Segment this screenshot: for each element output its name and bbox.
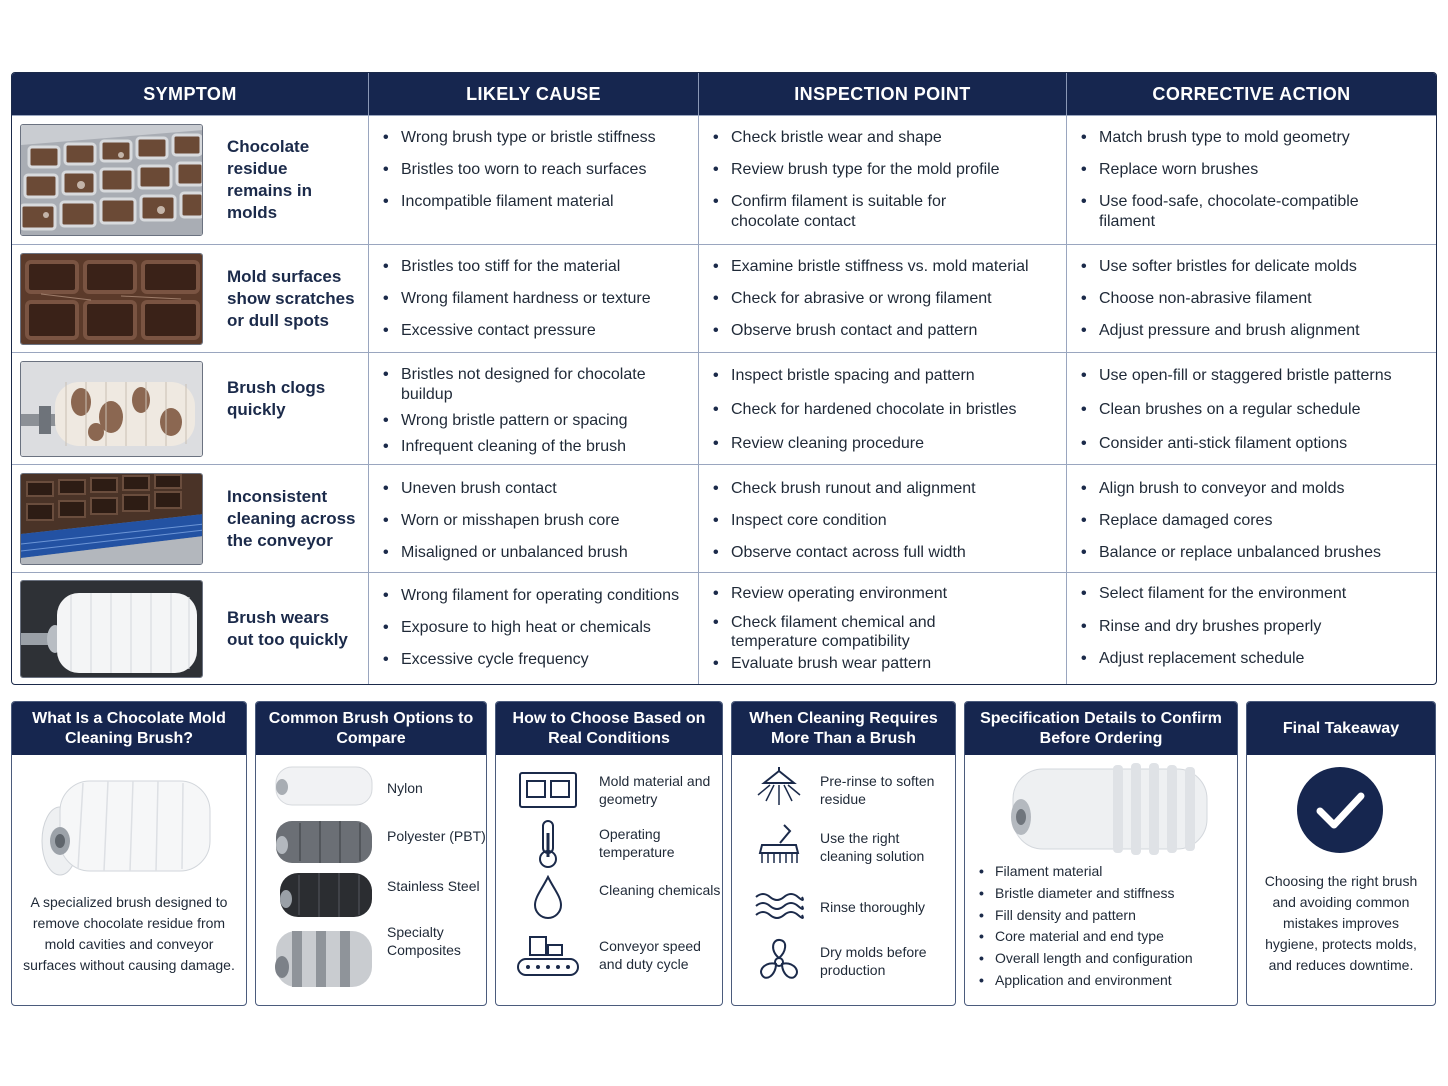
list-item: • Wrong bristle pattern or spacing: [383, 411, 692, 431]
list-item: • Incompatible filament material: [383, 192, 692, 212]
list-item: • Core material and end type: [979, 926, 1193, 948]
droplet-icon: [532, 875, 564, 921]
scrub-brush-icon: [754, 823, 804, 867]
step-label: Rinse thoroughly: [820, 899, 926, 915]
list-item: • Bristles not designed for chocolate buildup: [383, 365, 673, 405]
fan-icon: [754, 937, 804, 987]
step-label: Dry molds before production: [820, 944, 927, 978]
list-item: • Check filament chemical and temperature compatibility: [713, 613, 953, 651]
step-label: Use the right cleaning solution: [820, 830, 925, 864]
inspection-list: [699, 353, 1066, 454]
symptom-cell: [12, 353, 369, 464]
panel-final-takeaway: [1246, 701, 1436, 1006]
action-cell: [1067, 116, 1436, 244]
inspection-list: [699, 465, 1066, 563]
thermometer-icon: [536, 819, 560, 869]
list-item: • Select filament for the environment: [1081, 584, 1430, 604]
panel-title: Final Takeaway: [1247, 702, 1435, 755]
inspection-list: [699, 573, 1066, 674]
spec-brush-icon: [1003, 757, 1213, 861]
list-item: • Wrong filament for operating conditions: [383, 586, 692, 606]
list-item: • Wrong filament hardness or texture: [383, 289, 692, 309]
inspection-cell: [699, 465, 1067, 572]
scratched-mold-photo: [20, 253, 203, 345]
list-item: • Bristles too worn to reach surfaces: [383, 160, 692, 180]
white-brush-photo: [20, 580, 203, 678]
action-list: [1067, 116, 1436, 232]
cause-cell: [369, 353, 699, 464]
checkmark-icon: [1296, 766, 1384, 854]
action-list: [1067, 573, 1436, 669]
symptom-text: Mold surfaces show scratches or dull spots: [227, 266, 355, 330]
symptom-text: Inconsistent cleaning across the conveyor: [227, 486, 356, 550]
list-item: • Inspect core condition: [713, 511, 1060, 531]
cause-list: [369, 465, 698, 563]
list-item: • Review cleaning procedure: [713, 434, 1060, 454]
list-item: • Check bristle wear and shape: [713, 128, 1060, 148]
table-row: [12, 352, 1436, 464]
list-item: • Fill density and pattern: [979, 905, 1193, 927]
cause-list: [369, 353, 698, 457]
symptom-text: Brush wears out too quickly: [227, 608, 348, 649]
criteria-label: Conveyor speed and duty cycle: [599, 938, 701, 972]
list-item: • Excessive contact pressure: [383, 321, 692, 341]
spec-list: [979, 861, 1193, 992]
action-list: [1067, 245, 1436, 341]
cause-list: [369, 245, 698, 341]
list-item: • Review brush type for the mold profile: [713, 160, 1060, 180]
symptom-text: Chocolate residue remains in molds: [227, 137, 313, 222]
panel-how-to-choose: [495, 701, 723, 1006]
nylon-brush-icon: [270, 761, 376, 809]
list-item: • Excessive cycle frequency: [383, 650, 692, 670]
list-item: • Uneven brush contact: [383, 479, 692, 499]
criteria-label: Cleaning chemicals: [599, 882, 721, 898]
panel-title: Common Brush Options to Compare: [256, 702, 486, 755]
list-item: • Replace worn brushes: [1081, 160, 1430, 180]
cause-cell: [369, 116, 699, 244]
list-item: • Use open-fill or staggered bristle patterns: [1081, 366, 1430, 386]
inspection-cell: [699, 245, 1067, 352]
polyester-brush-icon: [270, 815, 376, 869]
brush-roll-icon: [38, 763, 228, 883]
list-item: • Filament material: [979, 861, 1193, 883]
list-item: • Application and environment: [979, 970, 1193, 992]
list-item: • Balance or replace unbalanced brushes: [1081, 543, 1430, 563]
panel-body: [732, 755, 955, 1006]
panel-title: How to Choose Based on Real Conditions: [496, 702, 722, 755]
table-row: [12, 115, 1436, 244]
panel-what-is: [11, 701, 247, 1006]
inspection-list: [699, 245, 1066, 341]
symptom-text: Brush clogs quickly: [227, 377, 326, 419]
action-cell: [1067, 573, 1436, 685]
action-cell: [1067, 353, 1436, 464]
list-item: • Clean brushes on a regular schedule: [1081, 400, 1430, 420]
panel-specifications: [964, 701, 1238, 1006]
list-item: • Worn or misshapen brush core: [383, 511, 692, 531]
symptom-cell: [12, 116, 369, 244]
composite-brush-icon: [270, 921, 376, 999]
symptom-cell: [12, 245, 369, 352]
list-item: • Confirm filament is suitable for chocolate contact: [713, 192, 953, 232]
option-label: Nylon: [387, 780, 423, 796]
panel-body: [965, 755, 1237, 1006]
inspection-cell: [699, 573, 1067, 685]
panel-body: [256, 755, 486, 1006]
cause-cell: [369, 573, 699, 685]
panel-body: [496, 755, 722, 1006]
action-cell: [1067, 245, 1436, 352]
list-item: • Match brush type to mold geometry: [1081, 128, 1430, 148]
panel-more-than-brush: [731, 701, 956, 1006]
symptom-cell: [12, 573, 369, 685]
list-item: • Rinse and dry brushes properly: [1081, 617, 1430, 637]
list-item: • Wrong brush type or bristle stiffness: [383, 128, 692, 148]
list-item: • Check brush runout and alignment: [713, 479, 1060, 499]
list-item: • Consider anti-stick filament options: [1081, 434, 1430, 454]
list-item: • Bristles too stiff for the material: [383, 257, 692, 277]
panel-description: Choosing the right brush and avoiding common mistakes improves hygiene, protects molds, and reduces downtime.: [1264, 873, 1418, 973]
chocolate-mold-photo: [20, 124, 203, 236]
list-item: • Inspect bristle spacing and pattern: [713, 366, 1060, 386]
panel-body: [12, 755, 246, 1006]
conveyor-photo: [20, 473, 203, 565]
list-item: • Check for abrasive or wrong filament: [713, 289, 1060, 309]
table-row: [12, 244, 1436, 352]
list-item: • Adjust pressure and brush alignment: [1081, 321, 1430, 341]
panel-brush-options: [255, 701, 487, 1006]
option-label: Stainless Steel: [387, 878, 480, 894]
list-item: • Adjust replacement schedule: [1081, 649, 1430, 669]
inspection-cell: [699, 116, 1067, 244]
list-item: • Infrequent cleaning of the brush: [383, 437, 692, 457]
list-item: • Overall length and configuration: [979, 948, 1193, 970]
option-label: Polyester (PBT): [387, 828, 486, 844]
cause-cell: [369, 245, 699, 352]
list-item: • Replace damaged cores: [1081, 511, 1430, 531]
list-item: • Exposure to high heat or chemicals: [383, 618, 692, 638]
criteria-label: Operating temperature: [599, 826, 675, 860]
header-symptom: SYMPTOM: [12, 73, 369, 115]
conveyor-icon: [516, 933, 580, 981]
water-waves-icon: [754, 891, 804, 921]
header-likely-cause: LIKELY CAUSE: [369, 73, 699, 115]
panel-description: A specialized brush designed to remove chocolate residue from mold cavities and conveyor surfaces without causing damage.: [23, 894, 235, 973]
spray-nozzle-icon: [754, 767, 804, 811]
panel-title: What Is a Chocolate Mold Cleaning Brush?: [12, 702, 246, 755]
cause-cell: [369, 465, 699, 572]
option-label: Specialty Composites: [387, 924, 461, 958]
clogged-brush-photo: [20, 361, 203, 457]
list-item: • Use softer bristles for delicate molds: [1081, 257, 1430, 277]
header-inspection-point: INSPECTION POINT: [699, 73, 1067, 115]
list-item: • Misaligned or unbalanced brush: [383, 543, 692, 563]
list-item: • Use food-safe, chocolate-compatible filament: [1081, 192, 1381, 232]
step-label: Pre-rinse to soften residue: [820, 773, 935, 807]
troubleshooting-table: [11, 72, 1437, 685]
header-corrective-action: CORRECTIVE ACTION: [1152, 83, 1351, 104]
action-list: [1067, 465, 1436, 563]
list-item: • Align brush to conveyor and molds: [1081, 479, 1430, 499]
inspection-list: [699, 116, 1066, 232]
list-item: • Evaluate brush wear pattern: [713, 654, 1060, 674]
symptom-cell: [12, 465, 369, 572]
criteria-label: Mold material and geometry: [599, 773, 711, 807]
list-item: • Review operating environment: [713, 584, 1060, 604]
list-item: • Examine bristle stiffness vs. mold material: [713, 257, 1060, 277]
list-item: • Check for hardened chocolate in bristles: [713, 400, 1060, 420]
list-item: • Choose non-abrasive filament: [1081, 289, 1430, 309]
panel-title: When Cleaning Requires More Than a Brush: [732, 702, 955, 755]
table-row: [12, 464, 1436, 572]
panel-body: [1247, 755, 1435, 1006]
inspection-cell: [699, 353, 1067, 464]
stainless-steel-brush-icon: [274, 867, 376, 925]
list-item: • Observe contact across full width: [713, 543, 1060, 563]
action-cell: [1067, 465, 1436, 572]
action-list: [1067, 353, 1436, 454]
list-item: • Bristle diameter and stiffness: [979, 883, 1193, 905]
mold-geometry-icon: [518, 771, 578, 811]
panel-title: Specification Details to Confirm Before Ordering: [965, 702, 1237, 755]
cause-list: [369, 116, 698, 212]
table-row: [12, 572, 1436, 685]
list-item: • Observe brush contact and pattern: [713, 321, 1060, 341]
cause-list: [369, 573, 698, 670]
table-header: [12, 73, 1436, 115]
